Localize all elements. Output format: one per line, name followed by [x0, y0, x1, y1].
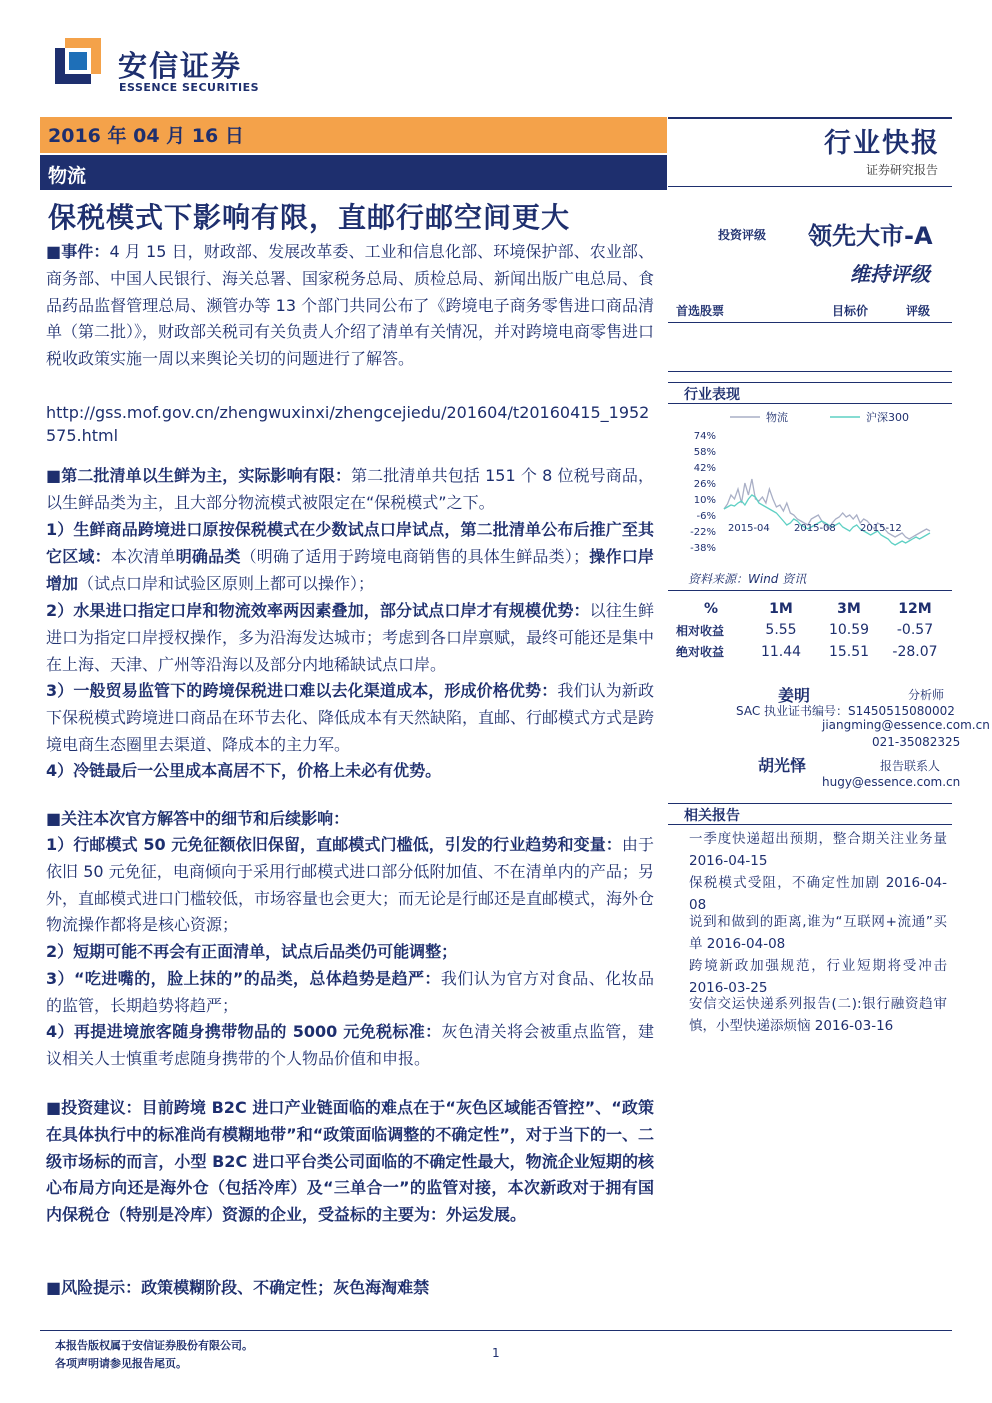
paragraph-follow-up: ■关注本次官方解答中的细节和后续影响： [46, 809, 350, 828]
table-header: 3M [837, 600, 861, 617]
rating-value: 领先大市-A [808, 222, 933, 250]
series-line [724, 495, 930, 545]
y-tick-label: 58% [693, 447, 716, 458]
paragraph-follow-1: 1）行邮模式 50 元免征额依旧保留，直邮模式门槛低，引发的行业趋势和变量：由于依旧 50 元免征，电商倾向于采用行邮模式进口部分低附加值、不在清单内的产品；另外，直邮模式进口门槛较低，市场容量也会更大；而无论是行邮还是直邮模式，海外仓物流操作都将是核心资源； [46, 835, 655, 935]
analyst-name: 姜明 [778, 686, 811, 705]
divider [668, 186, 952, 187]
page-number: 1 [492, 1346, 500, 1360]
x-tick-label: 2015-04 [728, 523, 770, 534]
essence-logo-icon [55, 38, 101, 84]
related-report-link[interactable]: 一季度快递超出预期，整合期关注业务量 2016-04-15 [689, 831, 947, 870]
x-tick-label: 2015-12 [860, 523, 902, 534]
analyst-cert: SAC 执业证书编号：S1450515080002 [736, 704, 955, 718]
table-cell: 相对收益 [676, 623, 725, 638]
report-subtype: 证券研究报告 [866, 163, 939, 177]
industry-bar [40, 155, 667, 190]
y-tick-label: 74% [693, 431, 716, 442]
picks-col-target: 目标价 [832, 304, 869, 318]
table-cell: 5.55 [765, 622, 797, 639]
contact-email-link[interactable]: hugy@essence.com.cn [822, 775, 961, 789]
paragraph-follow-4: 4）再提进境旅客随身携带物品的 5000 元免税标准：灰色清关将会被重点监管，建议相关人士慎重考虑随身携带的个人物品价值和申报。 [46, 1022, 654, 1068]
paragraph-risk: ■风险提示：政策模糊阶段、不确定性；灰色海淘难禁 [46, 1278, 430, 1297]
table-row [676, 620, 948, 642]
table-cell: -28.07 [892, 643, 938, 660]
performance-chart [668, 405, 952, 565]
section-title-related: 相关报告 [684, 808, 740, 824]
y-tick-label: 10% [693, 495, 716, 506]
contact-role: 报告联系人 [880, 759, 941, 773]
divider [668, 803, 952, 804]
analyst-role: 分析师 [908, 688, 945, 702]
paragraph-second-batch: ■第二批清单以生鲜为主，实际影响有限：第二批清单共包括 151 个 8 位税号商品，以生鲜品类为主，且大部分物流模式被限定在“保税模式”之下。 [46, 466, 654, 512]
paragraph-point-3: 3）一般贸易监管下的跨境保税进口难以去化渠道成本，形成价格优势：我们认为新政下保税模式跨境进口商品在环节去化、降低成本有天然缺陷，直邮、行邮模式方式是跨境电商生态圈里去渠道、降成本的主力军。 [46, 681, 655, 754]
page-title: 保税模式下影响有限，直邮行邮空间更大 [48, 201, 571, 234]
paragraph-event: ■事件：4 月 15 日，财政部、发展改革委、工业和信息化部、环境保护部、农业部、商务部、中国人民银行、海关总署、国家税务总局、质检总局、新闻出版广电总局、食品药品监督管理总局、濒管办等 13 个部门共同公布了《跨境电子商务零售进口商品清单（第二批）》，财政部关税司有关负责人介绍了清单有关情况，并对跨境电商零售进口税收政策实施一周以来舆论关切的问题进行了解答。 [46, 242, 655, 369]
report-type: 行业快报 [824, 128, 940, 159]
x-tick-label: 2015-08 [794, 523, 836, 534]
picks-col-rating: 评级 [906, 304, 931, 318]
divider [668, 824, 952, 825]
divider [668, 590, 952, 591]
table-header: % [703, 600, 719, 617]
related-report-link[interactable]: 说到和做到的距离,谁为“互联网+流通”买单 2016-04-08 [689, 914, 947, 953]
report-date: 2016 年 04 月 16 日 [48, 125, 244, 147]
related-report-link[interactable]: 保税模式受阻，不确定性加剧 2016-04-08 [689, 875, 947, 914]
y-tick-label: -38% [690, 543, 716, 554]
paragraph-investment-advice: ■投资建议：目前跨境 B2C 进口产业链面临的难点在于“灰色区域能否管控”、“政策在具体执行中的标准尚有模糊地带”和“政策面临调整的不确定性”，对于当下的一、二级市场标的而言，小型 B2C 进口平台类公司面临的不确定性最大，物流企业短期的核心布局方向还是海外仓（包括冷库）及“三单合一”的监管对接，本次新政对于拥有国内保税仓（特别是冷库）资源的企业，受益标的主要为：外运发展。 [46, 1098, 654, 1225]
picks-col-stock: 首选股票 [676, 304, 725, 318]
divider [668, 403, 952, 404]
logo-text-cn: 安信证券 [118, 49, 243, 83]
table-row [676, 598, 948, 620]
industry-label: 物流 [48, 165, 87, 187]
contact-name: 胡光怿 [758, 756, 807, 775]
legend-label: 物流 [766, 411, 788, 424]
table-cell: 15.51 [828, 643, 870, 660]
y-tick-label: 42% [693, 463, 716, 474]
paragraph-follow-2: 2）短期可能不再会有正面清单，试点后品类仍可能调整； [46, 942, 458, 961]
chart-source: 资料来源：Wind 资讯 [688, 572, 807, 586]
paragraph-follow-3: 3）“吃进嘴的，脸上抹的”的品类，总体趋势是趋严：我们认为官方对食品、化妆品的监管，长期趋势将趋严； [46, 969, 654, 1015]
divider [668, 371, 952, 372]
table-cell: 10.59 [828, 622, 870, 639]
footer-disclaimer: 各项声明请参见报告尾页。 [55, 1357, 187, 1370]
table-cell: 11.44 [760, 643, 802, 660]
section-title-performance: 行业表现 [684, 387, 740, 403]
table-cell: -0.57 [896, 622, 934, 639]
analyst-phone: 021-35082325 [872, 735, 961, 749]
picks-header [668, 300, 952, 323]
footer-copyright: 本报告版权属于安信证券股份有限公司。 [55, 1339, 253, 1352]
analyst-email-link[interactable]: jiangming@essence.com.cn [822, 718, 990, 732]
table-header: 12M [898, 600, 932, 617]
related-report-link[interactable]: 安信交运快递系列报告(二):银行融资趋审慎，小型快递添烦恼 2016-03-16 [689, 996, 947, 1035]
table-cell: 绝对收益 [676, 645, 725, 660]
logo-text-en: ESSENCE SECURITIES [119, 81, 260, 94]
paragraph-point-1: 1）生鲜商品跨境进口原按保税模式在少数试点口岸试点，第二批清单公布后推广至其它区域：本次清单明确品类（明确了适用于跨境电商销售的具体生鲜品类）；操作口岸增加（试点口岸和试验区原则上都可以操作）； [46, 520, 654, 593]
y-tick-label: 26% [693, 479, 716, 490]
rating-action: 维持评级 [850, 262, 930, 286]
legend-label: 沪深300 [866, 411, 909, 424]
divider [668, 382, 952, 383]
performance-table [676, 598, 948, 663]
table-row [676, 641, 948, 663]
related-report-link[interactable]: 跨境新政加强规范，行业短期将受冲击 2016-03-25 [689, 958, 947, 997]
table-header: 1M [769, 600, 793, 617]
paragraph-point-2: 2）水果进口指定口岸和物流效率两因素叠加，部分试点口岸才有规模优势：以往生鲜进口为指定口岸授权操作，多为沿海发达城市；考虑到各口岸禀赋，最终可能还是集中在上海、天津、广州等沿海以及部分内地稀缺试点口岸。 [46, 601, 655, 674]
source-url-link[interactable]: http://gss.mof.gov.cn/zhengwuxinxi/zhengcejiedu/201604/t20160415_1952575.html [46, 403, 650, 445]
divider [668, 117, 952, 119]
rating-label: 投资评级 [718, 228, 767, 242]
footer-divider [40, 1330, 952, 1331]
y-tick-label: -6% [696, 511, 716, 522]
paragraph-point-4: 4）冷链最后一公里成本高居不下，价格上未必有优势。 [46, 761, 442, 780]
y-tick-label: -22% [690, 527, 716, 538]
